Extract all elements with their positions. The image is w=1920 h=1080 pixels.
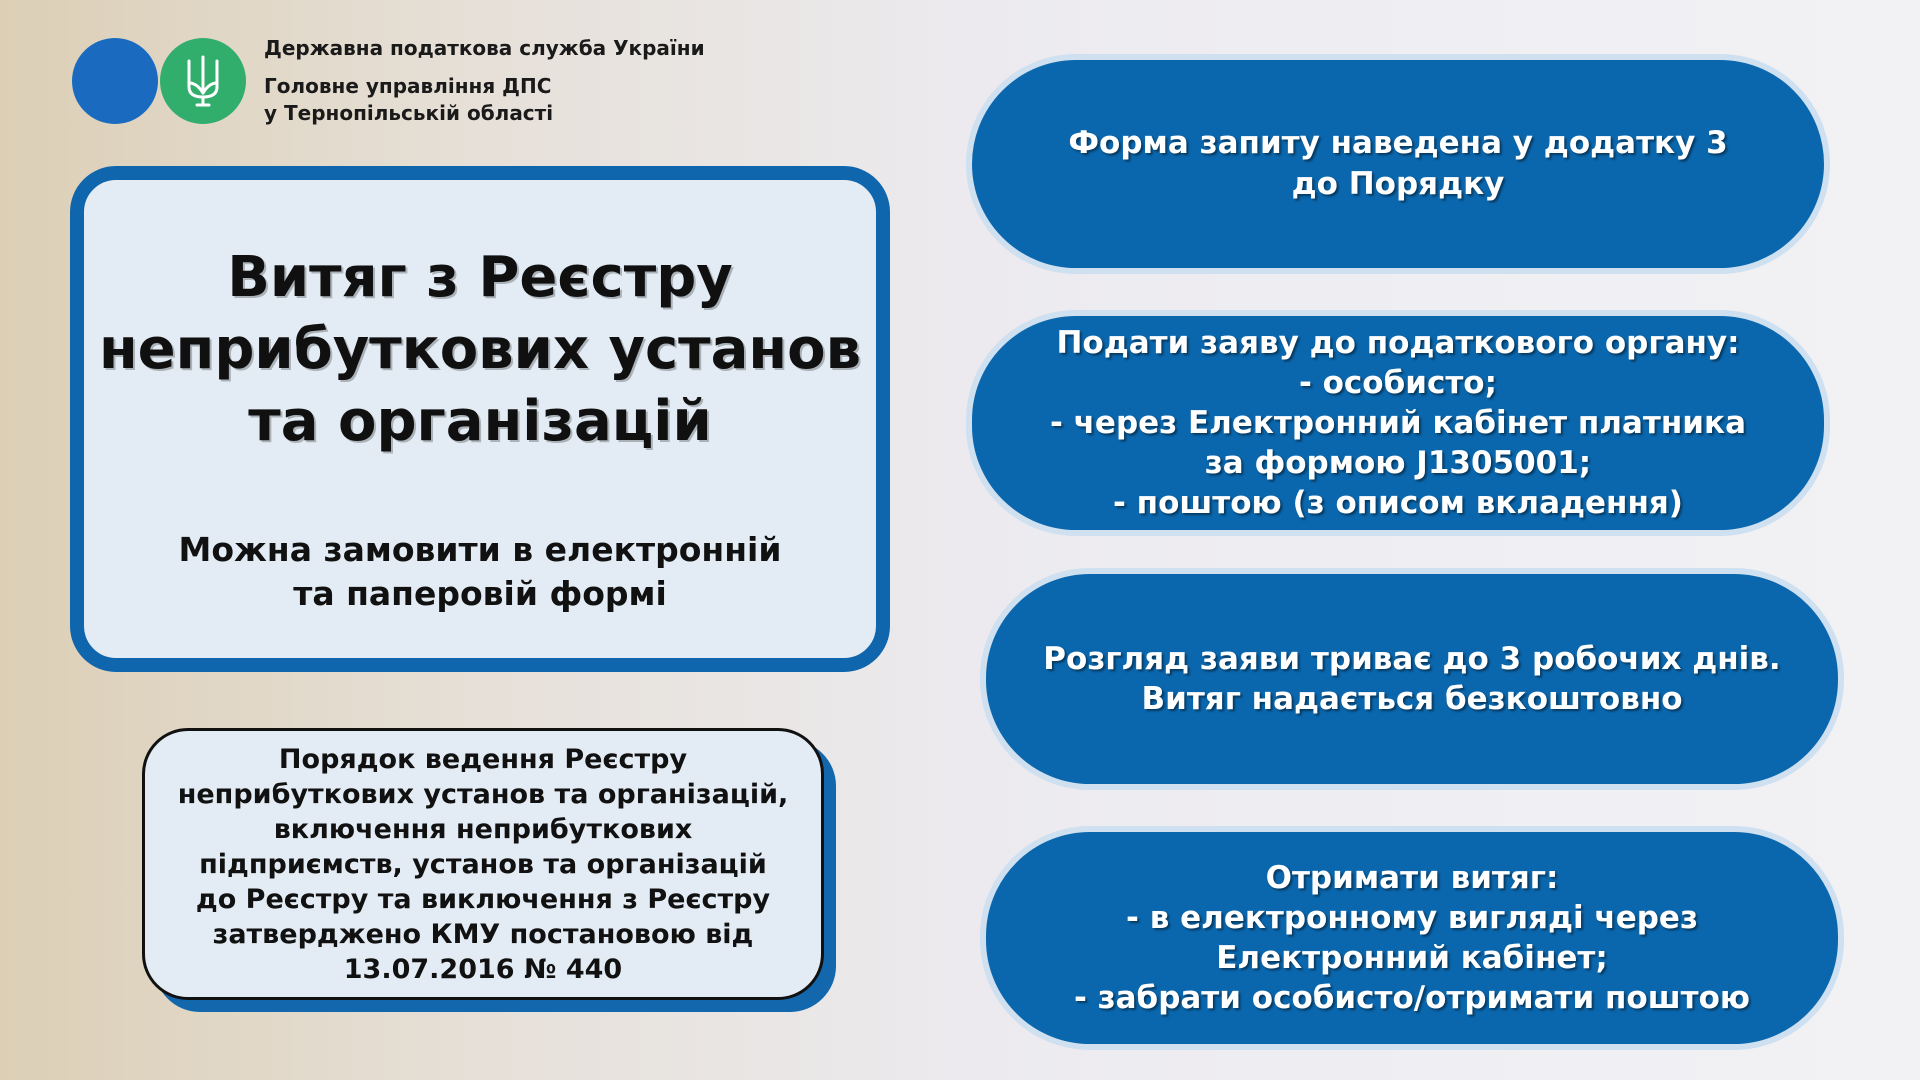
pill-text xyxy=(1043,639,1780,719)
trident-icon xyxy=(183,53,223,109)
info-pill-form xyxy=(966,54,1830,274)
regulation-card xyxy=(142,728,824,1000)
pill-line: Отримати витяг: xyxy=(1265,860,1559,896)
pill-line: до Порядку xyxy=(1291,166,1505,202)
pill-line: - через Електронний кабінет платника xyxy=(1049,405,1746,441)
pill-text xyxy=(1074,858,1750,1018)
pill-line: - в електронному вигляді через xyxy=(1126,900,1698,936)
regulation-line: неприбуткових установ та організацій, xyxy=(177,778,789,810)
org-name-line3: у Тернопільській області xyxy=(264,101,554,125)
info-pill-review xyxy=(980,568,1844,790)
main-subtitle-line: та паперовій формі xyxy=(293,574,667,613)
info-pill-submit xyxy=(966,310,1830,536)
pill-line: - особисто; xyxy=(1298,365,1498,401)
regulation-line: Порядок ведення Реєстру xyxy=(278,743,688,775)
main-subtitle xyxy=(84,528,876,616)
pill-line: Витяг надається безкоштовно xyxy=(1141,681,1683,717)
regulation-line: затверджено КМУ постановою від xyxy=(212,918,754,950)
main-title xyxy=(84,242,876,458)
regulation-text xyxy=(178,742,789,987)
regulation-line: включення неприбуткових xyxy=(273,813,693,845)
pill-line: - забрати особисто/отримати поштою xyxy=(1073,980,1751,1016)
org-name-line1: Державна податкова служба України xyxy=(264,36,705,60)
info-pill-receive xyxy=(980,826,1844,1050)
regulation-line: до Реєстру та виключення з Реєстру xyxy=(195,883,771,915)
org-name-line2: Головне управління ДПС xyxy=(264,74,552,98)
pill-line: Форма запиту наведена у додатку 3 xyxy=(1068,125,1728,161)
pill-line: Подати заяву до податкового органу: xyxy=(1056,325,1740,361)
logo-blue-circle-icon xyxy=(72,38,158,124)
pill-line: - поштою (з описом вкладення) xyxy=(1113,485,1683,521)
pill-line: за формою J1305001; xyxy=(1204,445,1592,481)
logo-trident-icon xyxy=(160,38,246,124)
main-subtitle-line: Можна замовити в електронній xyxy=(178,530,782,569)
main-title-card xyxy=(70,166,890,672)
regulation-line: 13.07.2016 № 440 xyxy=(343,953,623,985)
pill-line: Розгляд заяви триває до 3 робочих днів. xyxy=(1043,641,1781,677)
main-title-line: неприбуткових установ xyxy=(98,317,862,382)
pill-text xyxy=(1068,123,1727,205)
main-title-line: Витяг з Реєстру xyxy=(227,245,733,310)
main-title-line: та організацій xyxy=(248,389,712,454)
pill-line: Електронний кабінет; xyxy=(1216,940,1608,976)
pill-text xyxy=(1050,323,1746,523)
regulation-line: підприємств, установ та організацій xyxy=(199,848,767,880)
